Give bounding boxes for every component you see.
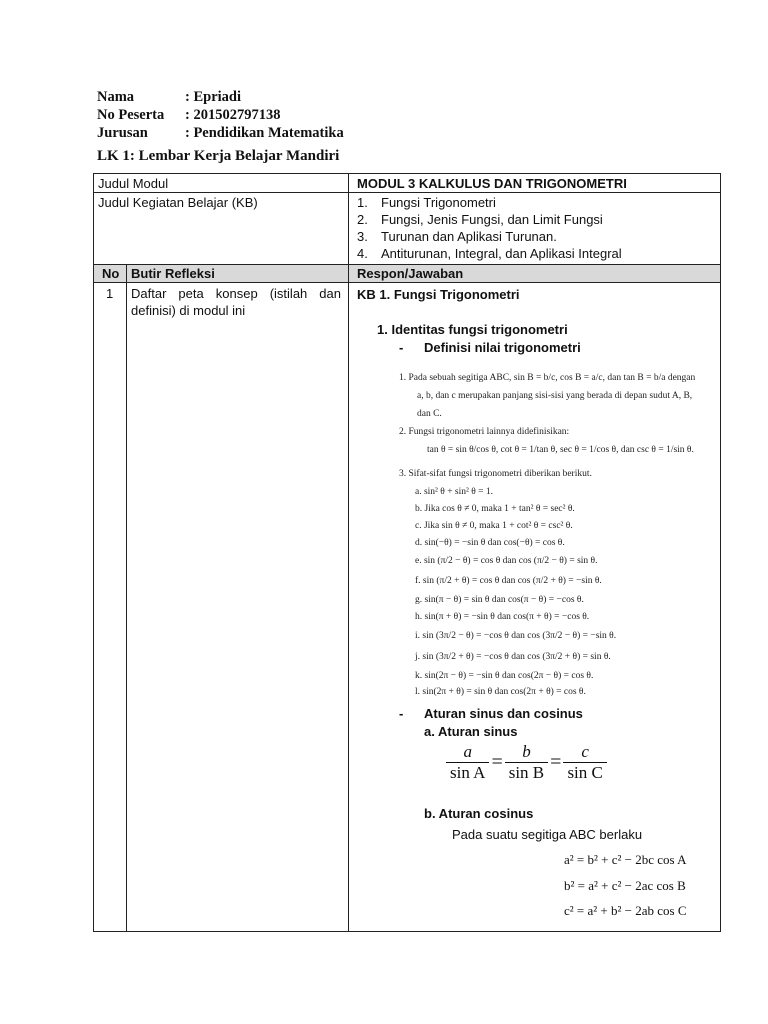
math-line: c. Jika sin θ ≠ 0, maka 1 + cot² θ = csc² θ.: [415, 521, 573, 531]
fraction: [563, 742, 606, 783]
math-line: k. sin(2π − θ) = −sin θ dan cos(2π − θ) = cos θ.: [415, 671, 594, 681]
denominator: sin C: [567, 763, 603, 782]
list-item: [357, 211, 717, 228]
math-line: d. sin(−θ) = −sin θ dan cos(−θ) = cos θ.: [415, 538, 565, 548]
list-item: [357, 228, 717, 245]
fraction: [446, 742, 489, 783]
equals-sign: =: [491, 751, 503, 773]
bullet-dash: -: [399, 706, 404, 721]
sinus-rule-formula: [446, 742, 607, 783]
identity-header: [97, 88, 344, 142]
math-line: l. sin(2π + θ) = sin θ dan cos(2π + θ) = cos θ.: [415, 687, 586, 697]
header-key: No Peserta: [97, 107, 165, 123]
row-number: 1: [106, 286, 114, 301]
math-line: dan C.: [417, 409, 442, 419]
math-line: a. sin² θ + sin² θ = 1.: [415, 487, 494, 497]
subsection-heading: Definisi nilai trigonometri: [424, 340, 581, 355]
judul-kb-label: Judul Kegiatan Belajar (KB): [98, 195, 258, 210]
list-number: 2.: [357, 212, 368, 227]
list-item: [357, 194, 717, 211]
bullet-dash: -: [399, 340, 404, 355]
kb-heading: KB 1. Fungsi Trigonometri: [357, 287, 520, 302]
col-header-respon: Respon/Jawaban: [357, 266, 464, 281]
cosinus-equation: c² = a² + b² − 2ab cos C: [564, 903, 687, 918]
math-line: 1. Pada sebuah segitiga ABC, sin B = b/c, cos B = a/c, dan tan B = b/a dengan: [399, 373, 696, 383]
header-value: : 201502797138: [185, 107, 281, 123]
header-value: : Epriadi: [185, 89, 241, 105]
col-header-no: No: [102, 266, 120, 281]
math-line: 3. Sifat-sifat fungsi trigonometri diberikan berikut.: [399, 469, 592, 479]
subsection-heading: Aturan sinus dan cosinus: [424, 706, 583, 721]
col-header-butir: Butir Refleksi: [131, 266, 215, 281]
list-number: 3.: [357, 229, 368, 244]
list-item: [357, 245, 717, 262]
header-row-nama: [97, 88, 344, 106]
numerator: b: [505, 742, 548, 763]
numerator: c: [563, 742, 606, 763]
list-text: Antiturunan, Integral, dan Aplikasi Integral: [381, 246, 622, 261]
math-line: i. sin (3π/2 − θ) = −cos θ dan cos (3π/2 − θ) = −sin θ.: [415, 631, 617, 641]
fraction: [505, 742, 548, 783]
worksheet-table: [93, 173, 721, 932]
denominator: sin A: [450, 763, 486, 782]
document-title: LK 1: Lembar Kerja Belajar Mandiri: [97, 148, 340, 164]
judul-modul-value: MODUL 3 KALKULUS DAN TRIGONOMETRI: [357, 176, 627, 191]
judul-modul-label: Judul Modul: [98, 176, 169, 191]
equals-sign: =: [550, 751, 562, 773]
cosinus-intro: Pada suatu segitiga ABC berlaku: [452, 827, 643, 842]
row-butir-text: Daftar peta konsep (istilah dan definisi) di modul ini: [131, 286, 341, 318]
math-line: j. sin (3π/2 + θ) = −cos θ dan cos (3π/2 + θ) = sin θ.: [415, 652, 611, 662]
divider: [348, 174, 349, 931]
list-number: 4.: [357, 246, 368, 261]
list-text: Fungsi Trigonometri: [381, 195, 496, 210]
denominator: sin B: [508, 763, 545, 782]
math-line: 2. Fungsi trigonometri lainnya didefinisikan:: [399, 427, 570, 437]
numerator: a: [446, 742, 489, 763]
header-row-jurusan: [97, 124, 344, 142]
math-line: tan θ = sin θ/cos θ, cot θ = 1/tan θ, sec θ = 1/cos θ, dan csc θ = 1/sin θ.: [427, 445, 694, 455]
math-line: a, b, dan c merupakan panjang sisi-sisi yang berada di depan sudut A, B,: [417, 391, 693, 401]
math-line: h. sin(π + θ) = −sin θ dan cos(π + θ) = −cos θ.: [415, 612, 590, 622]
header-value: : Pendidikan Matematika: [185, 125, 344, 141]
math-line: b. Jika cos θ ≠ 0, maka 1 + tan² θ = sec² θ.: [415, 504, 575, 514]
header-key: Nama: [97, 89, 135, 105]
math-line: f. sin (π/2 + θ) = cos θ dan cos (π/2 + θ) = −sin θ.: [415, 576, 602, 586]
list-text: Fungsi, Jenis Fungsi, dan Limit Fungsi: [381, 212, 603, 227]
math-line: e. sin (π/2 − θ) = cos θ dan cos (π/2 − θ) = sin θ.: [415, 556, 598, 566]
rule-heading-sinus: a. Aturan sinus: [424, 724, 518, 739]
cosinus-equation: a² = b² + c² − 2bc cos A: [564, 852, 687, 867]
divider: [94, 192, 720, 193]
rule-heading-cosinus: b. Aturan cosinus: [424, 806, 534, 821]
header-row-no-peserta: [97, 106, 344, 124]
trig-definitions-block: [399, 371, 717, 701]
list-text: Turunan dan Aplikasi Turunan.: [381, 229, 557, 244]
kb-list: [357, 194, 717, 262]
list-number: 1.: [357, 195, 368, 210]
divider: [126, 264, 127, 931]
header-key: Jurusan: [97, 125, 148, 141]
section-heading: 1. Identitas fungsi trigonometri: [377, 322, 568, 337]
math-line: g. sin(π − θ) = sin θ dan cos(π − θ) = −cos θ.: [415, 595, 584, 605]
cosinus-equation: b² = a² + c² − 2ac cos B: [564, 878, 686, 893]
divider: [94, 282, 720, 283]
